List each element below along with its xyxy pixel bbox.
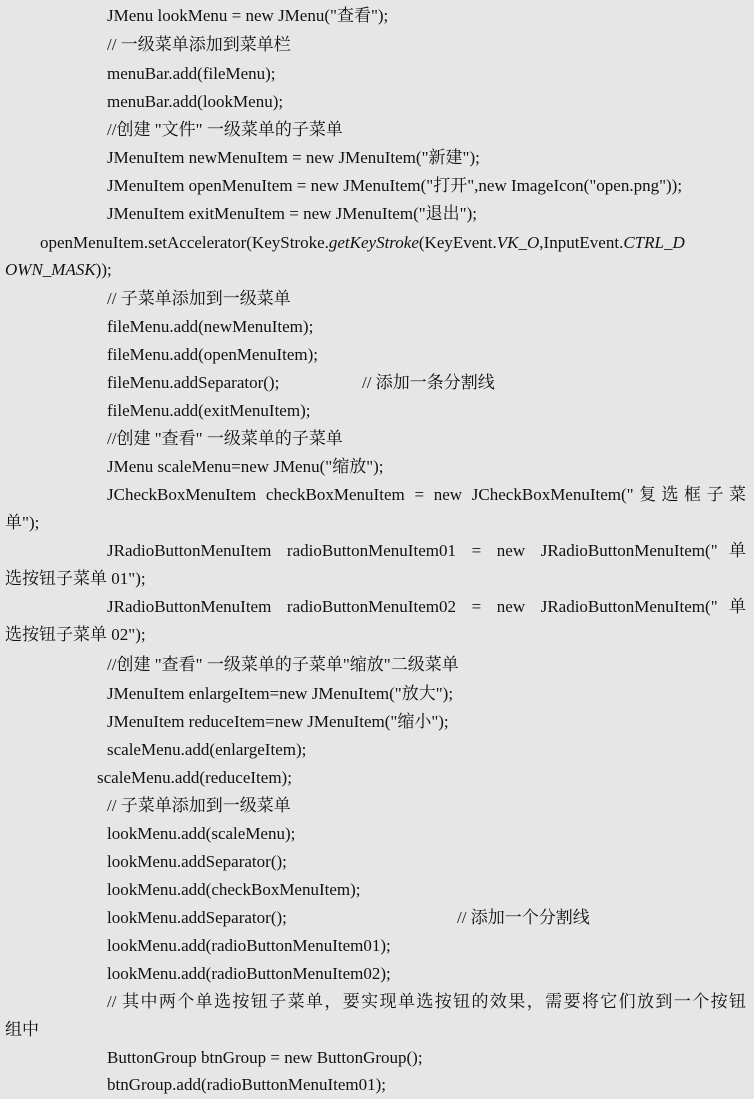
- code-line: JMenuItem enlargeItem=new JMenuItem("放大");: [107, 684, 454, 703]
- code-line: JRadioButtonMenuItem radioButtonMenuItem02 = new JRadioButtonMenuItem("单: [107, 597, 746, 616]
- code-line: lookMenu.add(radioButtonMenuItem02);: [107, 964, 391, 983]
- code-comment-line: //创建 "查看" 一级菜单的子菜单"缩放"二级菜单: [107, 655, 459, 674]
- code-line: JMenuItem openMenuItem = new JMenuItem("打开",new ImageIcon("open.png"));: [107, 176, 683, 195]
- code-comment-line: //创建 "文件" 一级菜单的子菜单: [107, 120, 343, 139]
- code-line-with-comment: [0, 369, 754, 397]
- code-line: JMenuItem newMenuItem = new JMenuItem("新建");: [107, 148, 480, 167]
- code-fragment-italic: OWN_MASK: [5, 260, 96, 279]
- inline-comment: // 添加一个分割线: [457, 908, 590, 927]
- code-line-wrap: 选按钮子菜单 02");: [5, 625, 146, 644]
- code-fragment: openMenuItem.setAccelerator(KeyStroke.: [40, 233, 329, 252]
- code-comment-line: //创建 "查看" 一级菜单的子菜单: [107, 429, 343, 448]
- code-fragment: ,InputEvent.: [539, 233, 624, 252]
- code-line: menuBar.add(lookMenu);: [107, 92, 284, 111]
- code-line: lookMenu.add(scaleMenu);: [107, 824, 296, 843]
- code-comment-line: // 子菜单添加到一级菜单: [107, 796, 291, 815]
- code-fragment: ));: [95, 260, 112, 279]
- code-line: lookMenu.add(checkBoxMenuItem);: [107, 880, 361, 899]
- code-line: ButtonGroup btnGroup = new ButtonGroup();: [107, 1048, 423, 1067]
- code-line: fileMenu.add(newMenuItem);: [107, 317, 314, 336]
- code-line: JMenu scaleMenu=new JMenu("缩放");: [107, 457, 384, 476]
- code-line: lookMenu.add(radioButtonMenuItem01);: [107, 936, 391, 955]
- code-comment-line: // 子菜单添加到一级菜单: [107, 289, 291, 308]
- code-comment-line: // 其中两个单选按钮子菜单，要实现单选按钮的效果，需要将它们放到一个按钮: [107, 992, 746, 1011]
- code-line: fileMenu.add(exitMenuItem);: [107, 401, 311, 420]
- code-fragment: fileMenu.addSeparator();: [107, 373, 280, 392]
- code-line: JRadioButtonMenuItem radioButtonMenuItem01 = new JRadioButtonMenuItem("单: [107, 541, 746, 560]
- code-line: JMenu lookMenu = new JMenu("查看");: [107, 6, 389, 25]
- code-line: JMenuItem reduceItem=new JMenuItem("缩小");: [107, 712, 449, 731]
- code-fragment: (KeyEvent.: [418, 233, 497, 252]
- code-line: btnGroup.add(radioButtonMenuItem01);: [107, 1075, 387, 1094]
- code-line: lookMenu.addSeparator();: [107, 852, 287, 871]
- code-line-wrap: 组中: [5, 1020, 39, 1039]
- code-line-wrap: [0, 256, 754, 284]
- code-line: fileMenu.add(openMenuItem);: [107, 345, 319, 364]
- inline-comment: // 添加一条分割线: [362, 373, 495, 392]
- code-line-wrap: 单");: [5, 513, 40, 532]
- code-fragment: lookMenu.addSeparator();: [107, 908, 287, 927]
- code-line-with-comment: [0, 904, 754, 932]
- code-line: scaleMenu.add(reduceItem);: [97, 768, 292, 787]
- code-comment-line: // 一级菜单添加到菜单栏: [107, 35, 291, 54]
- code-line: JCheckBoxMenuItem checkBoxMenuItem = new JCheckBoxMenuItem("复选框子菜: [107, 485, 746, 504]
- code-fragment-italic: getKeyStroke: [328, 233, 419, 252]
- code-line: menuBar.add(fileMenu);: [107, 64, 276, 83]
- code-fragment-italic: VK_O: [496, 233, 540, 252]
- code-fragment-italic: CTRL_D: [623, 233, 685, 252]
- code-line: JMenuItem exitMenuItem = new JMenuItem("退出");: [107, 204, 477, 223]
- code-line-accelerator: [0, 229, 754, 257]
- code-line: scaleMenu.add(enlargeItem);: [107, 740, 307, 759]
- code-line-wrap: 选按钮子菜单 01");: [5, 569, 146, 588]
